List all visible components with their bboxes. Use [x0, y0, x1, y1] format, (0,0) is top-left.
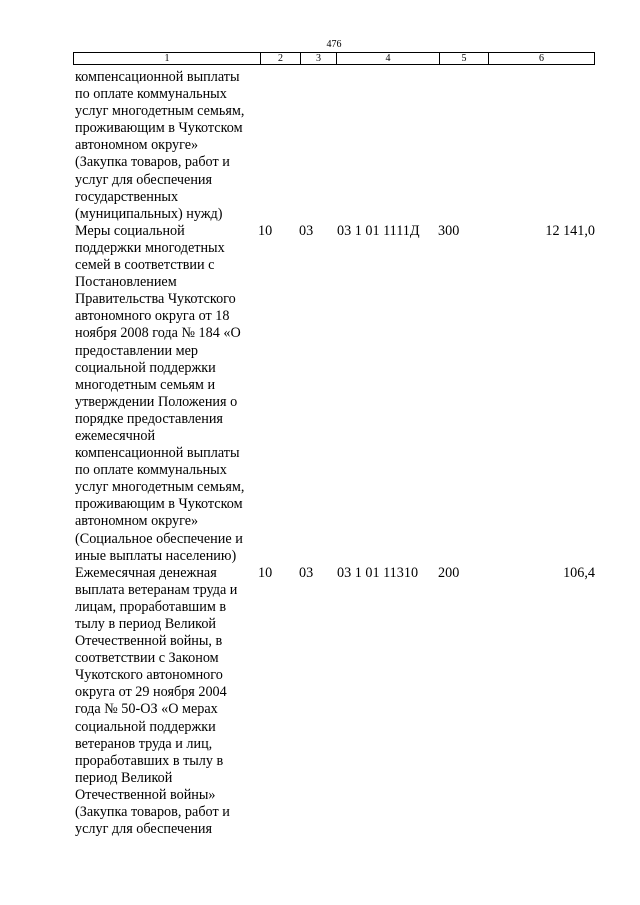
description-line: выплата ветеранам труда и [75, 581, 238, 598]
header-col-4: 4 [336, 53, 439, 64]
description-line: государственных [75, 188, 179, 205]
description-line: по оплате коммунальных [75, 86, 227, 103]
description-line: ежемесячной [75, 427, 156, 444]
description-line: ноября 2008 года № 184 «О [75, 325, 241, 342]
description-line: период Великой [75, 769, 173, 786]
description-line: семей в соответствии с [75, 257, 215, 274]
description-line: Меры социальной [75, 222, 185, 239]
row-description [75, 69, 258, 223]
description-line: автономном округе» [75, 137, 199, 154]
description-line: многодетным семьям и [75, 376, 216, 393]
row-section: 10 [258, 222, 273, 239]
description-line: компенсационной выплаты [75, 69, 240, 85]
description-line: автономном округе» [75, 513, 199, 530]
header-col-3: 3 [300, 53, 336, 64]
description-line: Правительства Чукотского [75, 291, 236, 308]
description-line: тылу в период Великой [75, 616, 217, 632]
row-description [75, 565, 258, 839]
table-row [75, 69, 595, 223]
description-line: (муниципальных) нужд) [75, 205, 223, 222]
budget-table [75, 69, 595, 838]
row-subsection: 03 [299, 564, 314, 581]
description-line: проработавших в тылу в [75, 752, 224, 769]
description-line: проживающим в Чукотском [75, 496, 243, 513]
description-line: Постановлением [75, 274, 177, 291]
row-target-code: 03 1 01 11310 [337, 564, 419, 581]
description-line: проживающим в Чукотском [75, 120, 243, 137]
row-amount: 106,4 [563, 564, 595, 581]
description-line: предоставлении мер [75, 342, 199, 359]
table-header [73, 52, 595, 65]
description-line: утверждении Положения о [75, 393, 238, 410]
row-subsection: 03 [299, 222, 314, 239]
row-description [75, 223, 258, 565]
description-line: социальной поддержки [75, 718, 216, 735]
header-col-1: 1 [164, 53, 170, 64]
description-line: компенсационной выплаты [75, 445, 240, 462]
description-line: услуг многодетным семьям, [75, 103, 245, 120]
description-line: округа от 29 ноября 2004 [75, 684, 227, 701]
description-line: услуг для обеспечения [75, 821, 213, 838]
description-line: иные выплаты населению) [75, 547, 237, 564]
description-line: (Закупка товаров, работ и [75, 154, 230, 171]
row-target-code: 03 1 01 1111Д [337, 222, 420, 239]
description-line: ветеранов труда и лиц, [75, 735, 213, 752]
header-col-5: 5 [439, 53, 488, 64]
description-line: года № 50-ОЗ «О мерах [75, 701, 218, 718]
description-line: Отечественной войны, в [75, 633, 223, 650]
table-row [75, 565, 595, 839]
description-line: по оплате коммунальных [75, 462, 227, 479]
description-line: Ежемесячная денежная [75, 564, 217, 581]
row-section: 10 [258, 564, 273, 581]
row-expense-type: 200 [438, 564, 460, 581]
description-line: социальной поддержки [75, 359, 216, 376]
description-line: услуг для обеспечения [75, 171, 213, 188]
description-line: (Закупка товаров, работ и [75, 804, 230, 821]
row-amount: 12 141,0 [545, 222, 595, 239]
description-line: лицам, проработавшим в [75, 598, 227, 615]
row-expense-type: 300 [438, 222, 460, 239]
description-line: поддержки многодетных [75, 239, 225, 256]
description-line: соответствии с Законом [75, 650, 219, 667]
description-line: Чукотского автономного [75, 667, 223, 684]
table-row [75, 223, 595, 565]
description-line: услуг многодетным семьям, [75, 479, 245, 496]
description-line: (Социальное обеспечение и [75, 530, 243, 547]
page-number: 476 [326, 39, 342, 50]
header-col-2: 2 [260, 53, 300, 64]
description-line: автономного округа от 18 [75, 308, 230, 325]
description-line: Отечественной войны» [75, 786, 216, 803]
header-col-6: 6 [488, 53, 594, 64]
description-line: порядке предоставления [75, 410, 223, 427]
